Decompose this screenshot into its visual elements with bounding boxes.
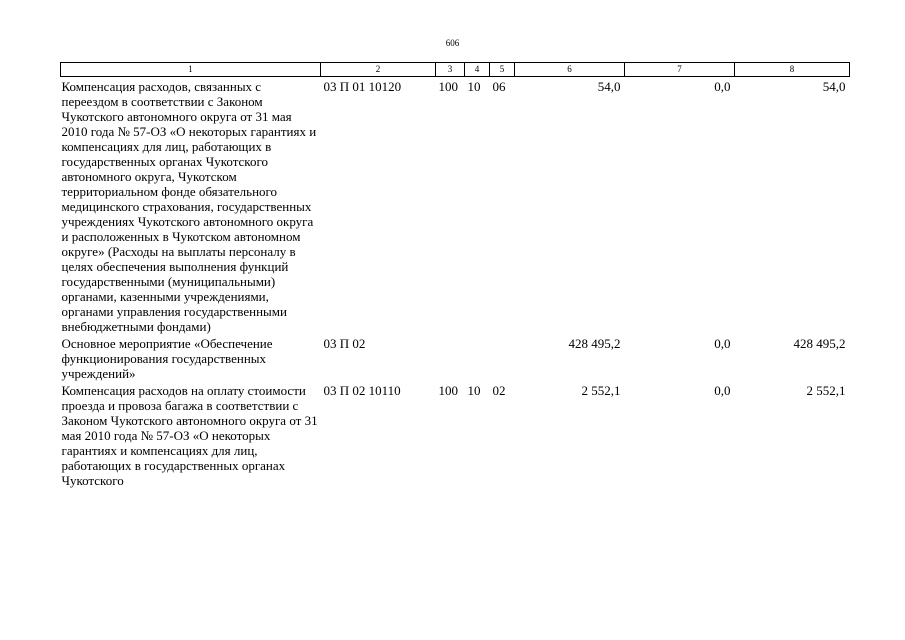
table-row bbox=[61, 77, 850, 335]
row-col4-cell: 10 bbox=[467, 383, 481, 398]
page-number: 606 bbox=[445, 38, 460, 48]
column-header-5: 5 bbox=[490, 63, 515, 77]
column-header-2: 2 bbox=[321, 63, 436, 77]
row-col7-cell: 0,0 bbox=[714, 336, 731, 351]
row-col3-cell bbox=[436, 334, 465, 381]
row-col5-cell: 02 bbox=[492, 383, 506, 398]
row-name-cell: Компенсация расходов на оплату стоимости проезда и провоза багажа в соответствии с Законом Чукотского автономного округа от 31 мая 2010 года № 57-ОЗ «О некоторых гарантиях и компенсациях для лиц, работающих в государственных органах Чукотского bbox=[61, 383, 318, 488]
row-col3-cell: 100 bbox=[438, 383, 458, 398]
row-name-cell: Основное мероприятие «Обеспечение функционирования государственных учреждений» bbox=[61, 336, 273, 381]
row-col7-cell: 0,0 bbox=[714, 79, 731, 94]
row-col6-cell: 2 552,1 bbox=[581, 383, 621, 398]
row-col6-cell: 428 495,2 bbox=[568, 336, 621, 351]
table-row bbox=[61, 381, 850, 488]
row-code-cell: 03 П 01 10120 bbox=[323, 79, 402, 94]
column-header-1: 1 bbox=[61, 63, 321, 77]
table-header-row bbox=[61, 63, 850, 77]
row-col4-cell bbox=[465, 334, 490, 381]
column-header-4: 4 bbox=[465, 63, 490, 77]
row-col5-cell: 06 bbox=[492, 79, 506, 94]
row-code-cell: 03 П 02 10110 bbox=[323, 383, 401, 398]
column-header-6: 6 bbox=[515, 63, 625, 77]
budget-table bbox=[60, 62, 850, 488]
row-col8-cell: 54,0 bbox=[822, 79, 846, 94]
row-col7-cell: 0,0 bbox=[714, 383, 731, 398]
row-col8-cell: 428 495,2 bbox=[793, 336, 846, 351]
row-col3-cell: 100 bbox=[438, 79, 458, 94]
row-col4-cell: 10 bbox=[467, 79, 481, 94]
table-row bbox=[61, 334, 850, 381]
column-header-7: 7 bbox=[625, 63, 735, 77]
column-header-8: 8 bbox=[735, 63, 850, 77]
row-name-cell: Компенсация расходов, связанных с переездом в соответствии с Законом Чукотского автономного округа от 31 мая 2010 года № 57-ОЗ «О некоторых гарантиях и компенсациях для лиц, работающих в государственных органах Чукотского автономного округа, Чукотском территориальном фонде обязательного медицинского страхования, государственных учреждениях Чукотского автономного округа и расположенных в Чукотском автономном округе» (Расходы на выплаты персоналу в целях обеспечения выполнения функций государственными (муниципальными) органами, казенными учреждениями, органами управления государственными внебюджетными фондами) bbox=[61, 79, 317, 334]
row-code-cell: 03 П 02 bbox=[323, 336, 366, 351]
column-header-3: 3 bbox=[436, 63, 465, 77]
row-col5-cell bbox=[490, 334, 515, 381]
row-col8-cell: 2 552,1 bbox=[806, 383, 846, 398]
row-col6-cell: 54,0 bbox=[597, 79, 621, 94]
